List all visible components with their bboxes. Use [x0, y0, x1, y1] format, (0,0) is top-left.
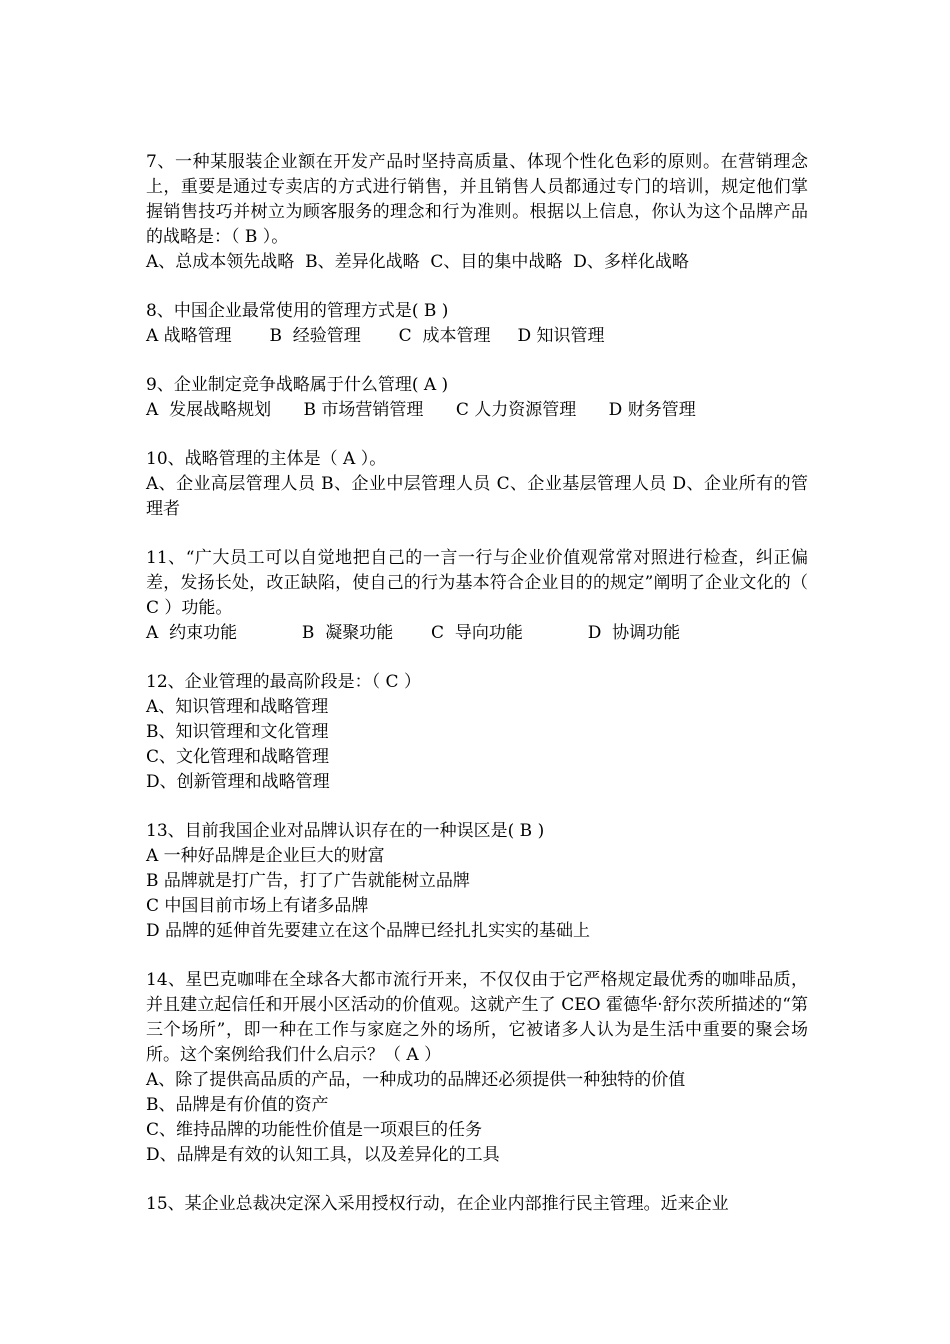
question-10 — [146, 447, 808, 522]
question-options: A 发展战略规划 B 市场营销管理 C 人力资源管理 D 财务管理 — [146, 400, 696, 420]
question-8 — [146, 299, 808, 349]
question-13 — [146, 819, 808, 944]
question-stem: 14、星巴克咖啡在全球各大都市流行开来，不仅仅由于它严格规定最优秀的咖啡品质，并且建立起信任和开展小区活动的价值观。这就产生了 CEO 霍德华·舒尔茨所描述的“第三个场所”，即一种在工作与家庭之外的场所，它被诸多人认为是生活中重要的聚会场所。这个案例给我们什么启示？（ A ） — [146, 970, 808, 1065]
question-12 — [146, 670, 808, 795]
question-stem: 12、企业管理的最高阶段是：（ C ） — [146, 672, 421, 692]
option-b: B 品牌就是打广告，打了广告就能树立品牌 — [146, 871, 470, 891]
option-a: A 一种好品牌是企业巨大的财富 — [146, 846, 385, 866]
question-options: A、企业高层管理人员 B、企业中层管理人员 C、企业基层管理人员 D、企业所有的管理者 — [146, 474, 808, 519]
option-c: C、文化管理和战略管理 — [146, 747, 330, 767]
option-d: D、创新管理和战略管理 — [146, 772, 330, 792]
question-options: A 战略管理 B 经验管理 C 成本管理 D 知识管理 — [146, 326, 605, 346]
option-a: A、除了提供高品质的产品，一种成功的品牌还必须提供一种独特的价值 — [146, 1070, 686, 1090]
question-options: A 约束功能 B 凝聚功能 C 导向功能 D 协调功能 — [146, 623, 681, 643]
option-b: B、知识管理和文化管理 — [146, 722, 329, 742]
question-stem: 9、企业制定竞争战略属于什么管理( A ) — [146, 375, 449, 395]
question-9 — [146, 373, 808, 423]
question-15 — [146, 1192, 808, 1217]
question-stem: 11、“广大员工可以自觉地把自己的一言一行与企业价值观常常对照进行检查，纠正偏差，发扬长处，改正缺陷，使自己的行为基本符合企业目的的规定”阐明了企业文化的（ C ）功能。 — [146, 548, 808, 618]
question-stem: 15、某企业总裁决定深入采用授权行动，在企业内部推行民主管理。近来企业 — [146, 1194, 729, 1214]
question-stem: 7、一种某服装企业额在开发产品时坚持高质量、体现个性化色彩的原则。在营销理念上，重要是通过专卖店的方式进行销售，并且销售人员都通过专门的培训，规定他们掌握销售技巧并树立为顾客服务的理念和行为准则。根据以上信息，你认为这个品牌产品的战略是：（ B ）。 — [146, 152, 808, 247]
question-options: A、总成本领先战略 B、差异化战略 C、目的集中战略 D、多样化战略 — [146, 252, 689, 272]
question-stem: 8、中国企业最常使用的管理方式是( B ) — [146, 301, 449, 321]
question-14 — [146, 968, 808, 1168]
question-7 — [146, 150, 808, 275]
question-stem: 13、目前我国企业对品牌认识存在的一种误区是( B ) — [146, 821, 545, 841]
option-a: A、知识管理和战略管理 — [146, 697, 329, 717]
question-stem: 10、战略管理的主体是（ A ）。 — [146, 449, 387, 469]
option-d: D、品牌是有效的认知工具，以及差异化的工具 — [146, 1145, 500, 1165]
option-c: C、维持品牌的功能性价值是一项艰巨的任务 — [146, 1120, 483, 1140]
document-page — [146, 150, 808, 1241]
option-c: C 中国目前市场上有诸多品牌 — [146, 896, 369, 916]
option-b: B、品牌是有价值的资产 — [146, 1095, 329, 1115]
question-11 — [146, 546, 808, 646]
option-d: D 品牌的延伸首先要建立在这个品牌已经扎扎实实的基础上 — [146, 921, 591, 941]
